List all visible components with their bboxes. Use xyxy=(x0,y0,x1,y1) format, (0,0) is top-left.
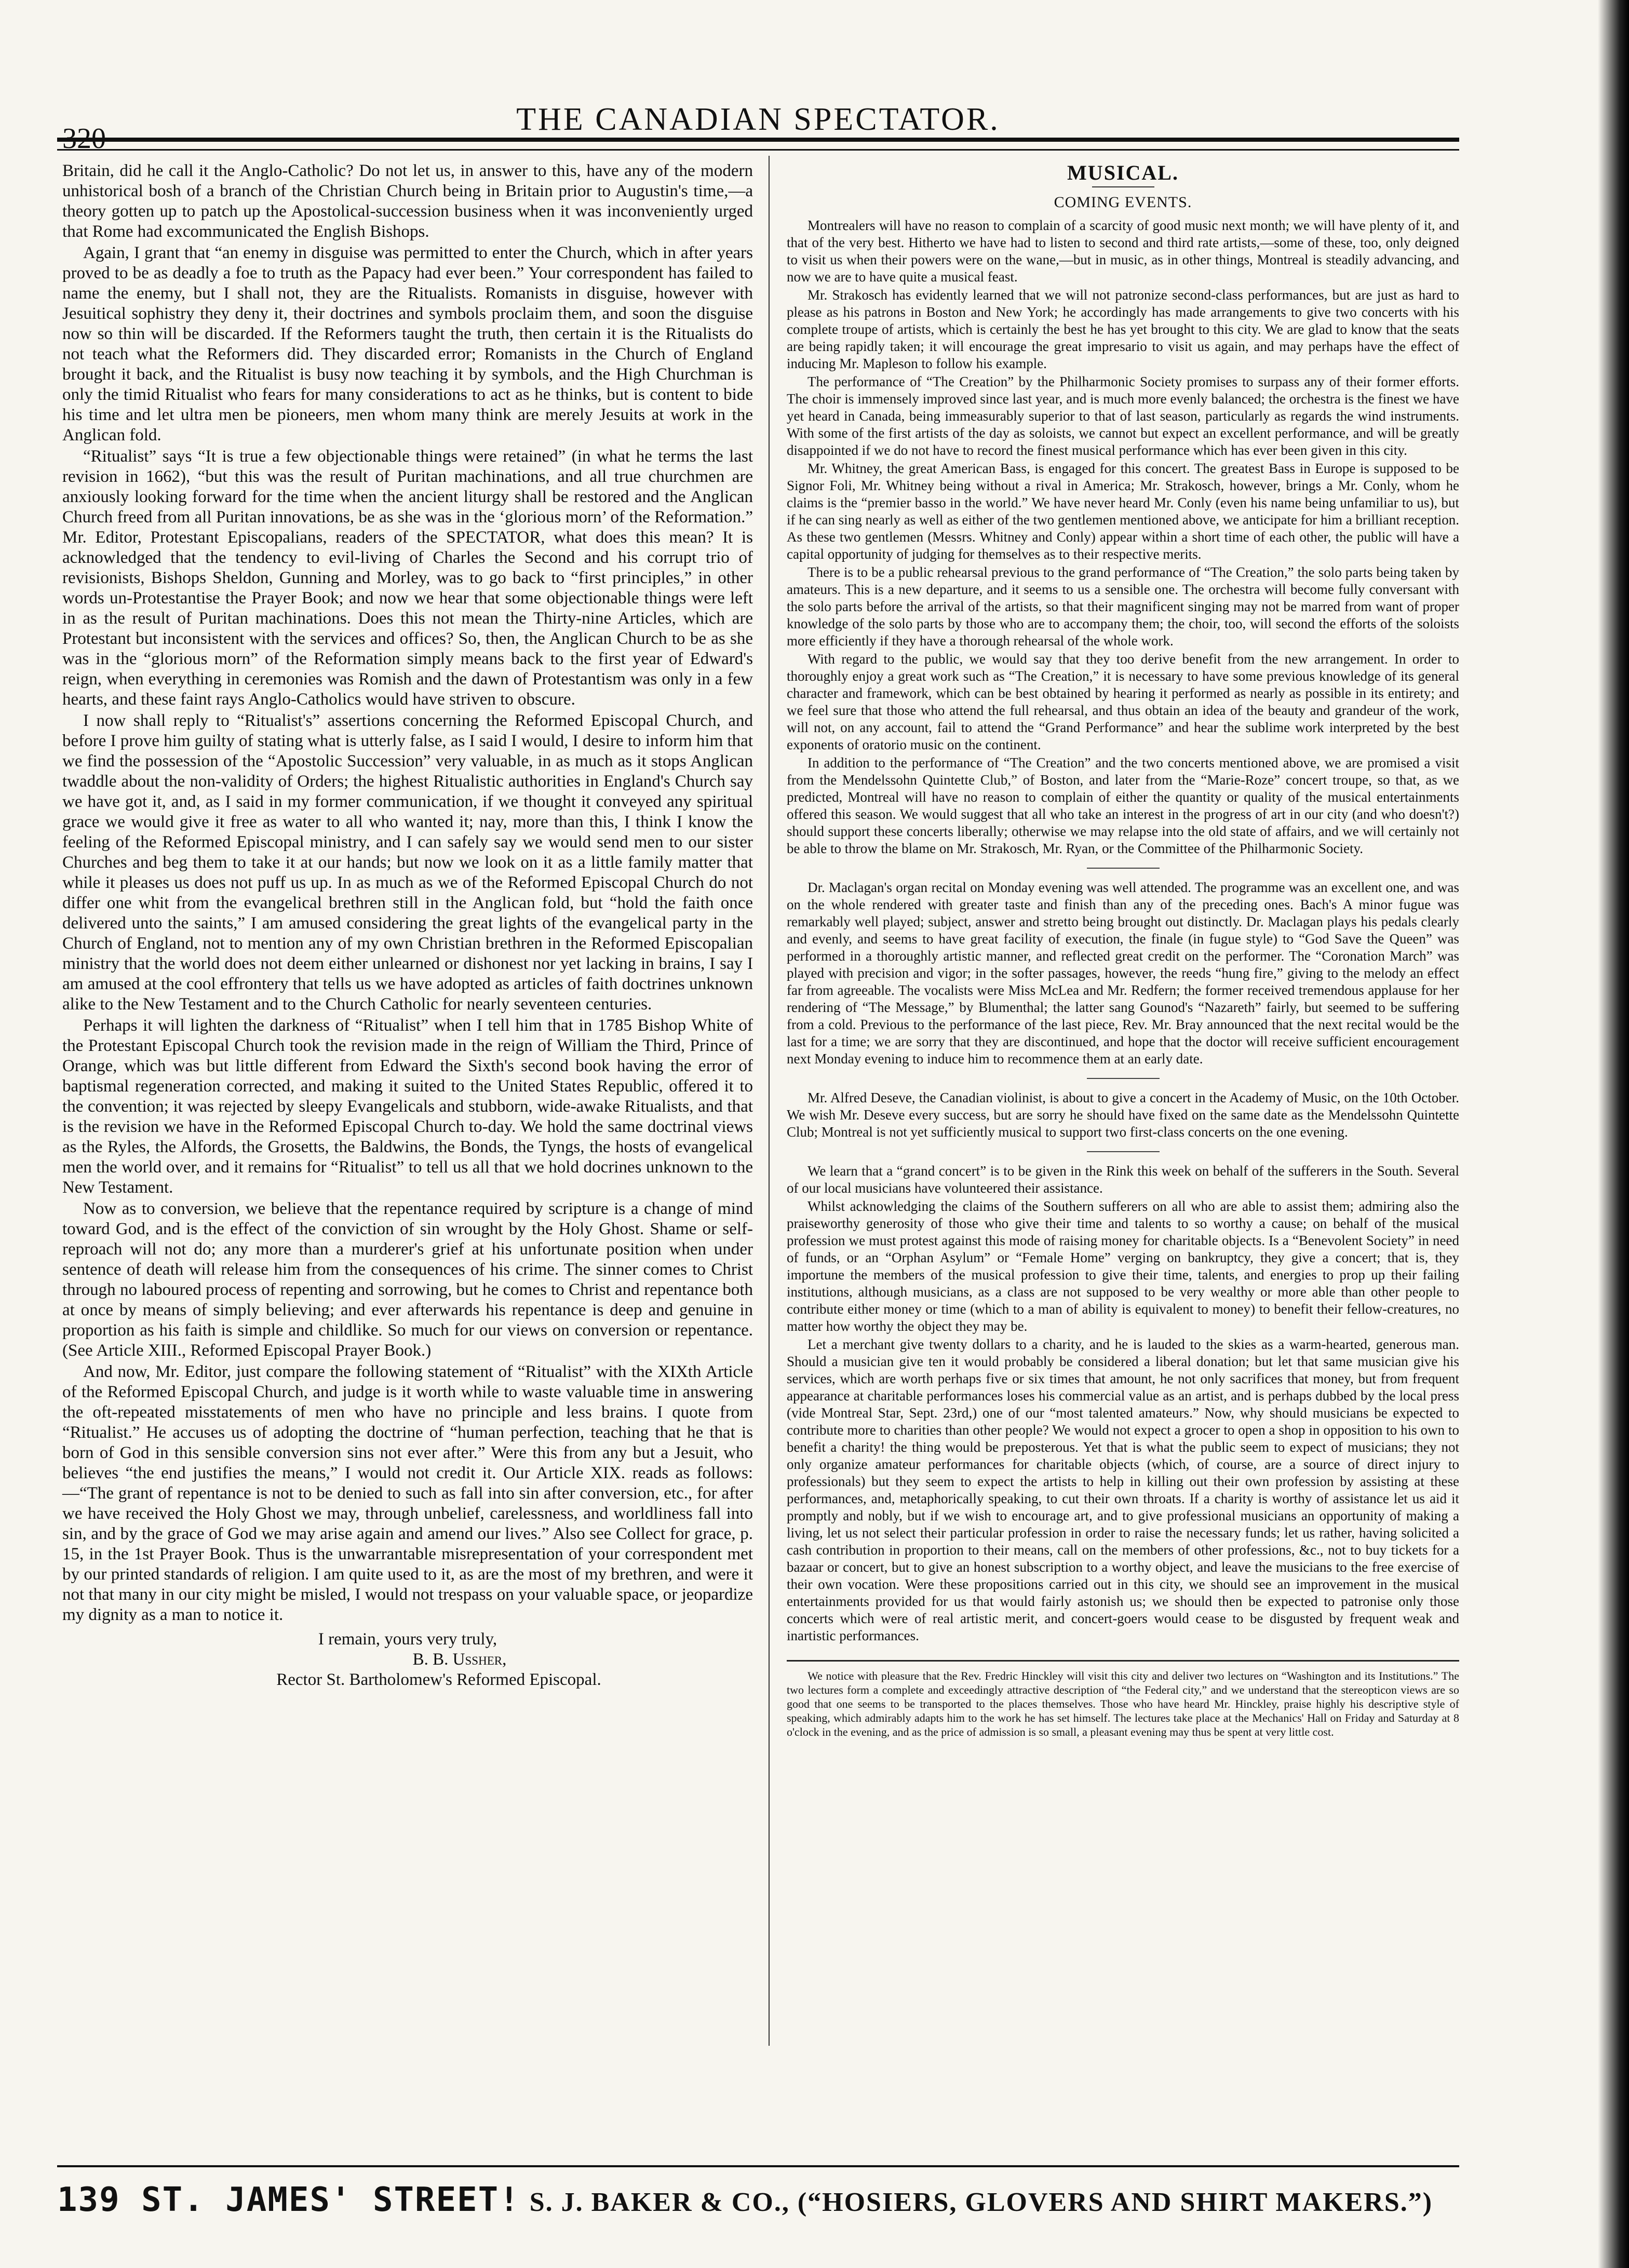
article-paragraph: The performance of “The Creation” by the Philharmonic Society promises to surpass any of their former efforts. The choir is immensely improved since last year, and is much more evenly balanced; the orchestra is the finest we have yet heard in Canada, being immeasurably superior to that of last season, particularly as regards the wind instruments. With some of the first artists of the day as soloists, we cannot but expect an excellent performance, and will be greatly disappointed if we do not have to record the finest musical performance which has ever been given in this city. xyxy=(787,374,1459,458)
article-paragraph: Mr. Whitney, the great American Bass, is engaged for this concert. The greatest Bass in Europe is supposed to be Signor Foli, Mr. Whitney being without a rival in America; Mr. Strakosch, however, brings a Mr. Conly, whom he claims is the “premier basso in the world.” We have never heard Mr. Conly (even his name being unfamiliar to us), but if he can sing nearly as well as either of the two gentlemen mentioned above, we anticipate for him a brilliant reception. As these two gentlemen (Messrs. Whitney and Conly) appear within a short time of each other, the public will have a capital opportunity of judging for themselves as to their respective merits. xyxy=(787,461,1459,562)
letter-paragraph: “Ritualist” says “It is true a few objectionable things were retained” (in what he terms the last revision in 1662), “but this was the result of Puritan machinations, and all true churchmen are anxiously looking forward for the time when the ancient liturgy shall be restored and the Anglican Church freed from all Puritan innovations, be as she was in the ‘glorious morn’ of the Reformation.” Mr. Editor, Protestant Episcopalians, readers of the SPECTATOR, what does this mean? It is acknowledged that the tendency to evil-living of Charles the Second and his corrupt trio of revisionists, Bishops Sheldon, Gunning and Morley, was to go back to “first principles,” in other words un-Protestantise the Prayer Book; and now we hear that some objectionable things were left in as the result of Puritan machinations. Does this not mean the Thirty-nine Articles, which are Protestant but inconsistent with the services and offices? So, then, the Anglican Church to be as she was in the “glorious morn” of the Reformation simply means back to the first year of Edward's reign, when everything in ceremonies was Romish and the dawn of Protestantism was only in a few hearts, and these faint rays Anglo-Catholics would have striven to obscure. xyxy=(62,447,753,709)
advertisement-footer xyxy=(57,2181,1459,2228)
title-rule xyxy=(1092,186,1154,187)
notice-text: We notice with pleasure that the Rev. Fredric Hinckley will visit this city and deliver two lectures on “Washington and its Institutions.” The two lectures form a complete and exceedingly attractive description of “the Federal city,” and we understand that the stereopticon views are so good that one seems to be transported to the places themselves. Those who have heard Mr. Hinckley, praise highly his descriptive style of speaking, which admirably adapts him to the work he has set himself. The lectures take place at the Mechanics' Hall on Friday and Saturday at 8 o'clock in the evening, and as the price of admission is so small, a pleasant evening may thus be spent at very little cost. xyxy=(787,1669,1459,1738)
footer-rule xyxy=(57,2165,1459,2167)
ad-firm: S. J. BAKER & CO., (“HOSIERS, GLOVERS AND SHIRT MAKERS.”) xyxy=(529,2188,1433,2217)
page-edge-shadow xyxy=(1598,0,1629,2268)
section-title: MUSICAL. xyxy=(1067,161,1179,184)
article-paragraph: We learn that a “grand concert” is to be given in the Rink this week on behalf of the sufferers in the South. Several of our local musicians have volunteered their assistance. xyxy=(787,1163,1459,1196)
article-paragraph: Montrealers will have no reason to complain of a scarcity of good music next month; we will have plenty of it, and that of the very best. Hitherto we have had to listen to second and third rate artists,—some of these, too, only deigned to visit us when their powers were on the wane,—but in music, as in other things, Montreal is steadily advancing, and now we are to have quite a musical feast. xyxy=(787,218,1459,285)
section-separator xyxy=(1087,868,1160,869)
musical-column xyxy=(787,161,1459,1740)
article-paragraph: In addition to the performance of “The Creation” and the two concerts mentioned above, we are promised a visit from the Mendelssohn Quintette Club,” of Boston, and later from the “Marie-Roze” concert troupe, so that, as we predicted, Montreal will have no reason to complain of either the quantity or quality of the musical entertainments offered this season. We would suggest that all who take an interest in the progress of art in our city (and who doesn't?) should support these concerts liberally; otherwise we may relapse into the old state of affairs, and we will certainly not be able to throw the blame on Mr. Strakosch, Mr. Ryan, or the Committee of the Philharmonic Society. xyxy=(787,755,1459,856)
letter-author-title: Rector St. Bartholomew's Reformed Episcopal. xyxy=(276,1670,601,1689)
section-separator xyxy=(1087,1078,1160,1079)
letter-paragraph: Perhaps it will lighten the darkness of “Ritualist” when I tell him that in 1785 Bishop White of the Protestant Episcopal Church took the revision made in the reign of William the Third, Prince of Orange, which was but little different from Edward the Sixth's second book having the error of baptismal regeneration corrected, and making it suited to the United States Republic, offered it to the convention; it was rejected by sleepy Evangelicals and stubborn, wide-awake Ritualists, and that is the revision we have in the Reformed Episcopal Church to-day. We hold the same doctrinal views as the Ryles, the Alfords, the Grosetts, the Baldwins, the Bonds, the Tyngs, the hosts of evangelical men the world over, and it remains for “Ritualist” to tell us all that we hold docrines unknown to the New Testament. xyxy=(62,1016,753,1197)
page-number: 320 xyxy=(62,123,106,155)
article-paragraph: Mr. Alfred Deseve, the Canadian violinist, is about to give a concert in the Academy of Music, on the 10th October. We wish Mr. Deseve every success, but are sorry he should have fixed on the same date as the Mendelssohn Quintette Club; Montreal is not yet sufficiently musical to support two first-class concerts on the one evening. xyxy=(787,1090,1459,1140)
lecture-notice xyxy=(787,1660,1459,1739)
article-paragraph: Let a merchant give twenty dollars to a charity, and he is lauded to the skies as a warm-hearted, generous man. Should a musician give ten it would probably be considered a liberal donation; but let that same musician give his services, which are worth perhaps five or six times that amount, he not only sacrifices that money, but from frequent appearance at charitable performances loses his commercial value as an artist, and is perhaps dubbed by the local press (vide Montreal Star, Sept. 23rd,) one of our “most talented amateurs.” Now, why should musicians be expected to contribute more to charities than other people? We would not expect a grocer to open a shop in opposition to his own to benefit a charity! the thing would be preposterous. Yet that is what the public seem to expect of musicians; they not only organize amateur performances for charitable objects (which, of course, are a source of direct injury to professionals) but they seem to expect the artists to help in killing out their own profession by assisting at these performances, and, metaphorically speaking, to cut their own throats. If a charity is worthy of assistance let us aid it promptly and nobly, but if we wish to encourage art, and to give professional musicians an opportunity of making a living, let us not select their particular profession in order to raise the necessary funds; let us rather, having solicited a cash contribution in proportion to their means, call on the members of other professions, &c., not to buy tickets for a bazaar or concert, but to give an honest subscription to a worthy object, and leave the musicians to the free exercise of their own vocation. Were these propositions carried out in this city, we should see an improvement in the musical entertainments provided for us that would fairly astonish us; we should then be expected to patronise only those concerts which were of real artistic merit, and concert-goers would cease to be disgusted by frequent weak and inartistic performances. xyxy=(787,1336,1459,1643)
letter-paragraph: Again, I grant that “an enemy in disguise was permitted to enter the Church, which in after years proved to be as deadly a foe to truth as the Papacy had ever been.” Your correspondent has failed to name the enemy, but I shall not, they are the Ritualists. Romanists in disguise, however with Jesuitical sophistry they deny it, their doctrines and symbols proclaim them, and soon the disguise now so thin will be discarded. If the Reformers taught the truth, then certain it is the Ritualists do not teach what the Reformers did. They discarded error; Romanists in the Church of England brought it back, and the Ritualist is busy now teaching it by symbols, and the High Churchman is only the timid Ritualist who fears for many considerations to act as he thinks, but is content to bide his time and let ultra men be pioneers, men whom many think are merely Jesuits at work in the Anglican fold. xyxy=(62,244,753,444)
article-paragraph: Whilst acknowledging the claims of the Southern sufferers on all who are able to assist them; admiring also the praiseworthy generosity of those who give their time and talents to so worthy a cause; on behalf of the musical profession we must protest against this mode of raising money for charitable objects. Is a “Benevolent Society” in need of funds, or an “Orphan Asylum” or “Female Home” verging on bankruptcy, they give a concert; that is, they importune the members of the musical profession to give their time, talents, and energies to prop up their failing institutions, although musicians, as a class are not supposed to be very wealthy or more able than other people to contribute either money or time (which to a man of ability is equivalent to money) to benefit their fellow-creatures, no matter how worthy the object they may be. xyxy=(787,1198,1459,1334)
letter-column xyxy=(62,161,753,1690)
letter-paragraph: And now, Mr. Editor, just compare the following statement of “Ritualist” with the XIXth Article of the Reformed Episcopal Church, and judge is it worth while to waste valuable time in answering the oft-repeated misstatements of men who have no principle and less brains. I quote from “Ritualist.” He accuses us of adopting the doctrine of “human perfection, teaching that he that is born of God in this sensible conversion sins not ever after.” Were this from any but a Jesuit, who believes “the end justifies the means,” I would not credit it. Our Article XIX. reads as follows:—“The grant of repentance is not to be denied to such as fall into sin after conversion, etc., for after we have received the Holy Ghost we may, through unbelief, carelessness, and worldliness fall into sin, and by the grace of God we may arise again and amend our lives.” Also see Collect for grace, p. 15, in the 1st Prayer Book. Thus is the unwarrantable misrepresentation of your correspondent met by our printed standards of religion. I am quite used to it, as are the most of my brethren, and were it not that many in our city might be misled, I would not trespass on your valuable space, or jeopardize my dignity as a man to notice it. xyxy=(62,1362,753,1624)
article-paragraph: Mr. Strakosch has evidently learned that we will not patronize second-class performances, but are just as hard to please as his patrons in Boston and New York; he accordingly has made arrangements to give two concerts with his complete troupe of artists, which is certainly the best he has yet brought to this city. We are glad to know that the seats are being rapidly taken; it will encourage the great impresario to visit us again, and may perhaps have the effect of inducing Mr. Mapleson to follow his example. xyxy=(787,287,1459,371)
letter-paragraph: Now as to conversion, we believe that the repentance required by scripture is a change of mind toward God, and is the effect of the conviction of sin wrought by the Holy Ghost. Shame or self-reproach will not do; any more than a murderer's grief at his unfortunate position when under sentence of death will release him from the consequences of his crime. The sinner comes to Christ through no laboured process of repenting and sorrowing, but he comes to Christ and repentance both at once by means of simply believing; and ever afterwards his repentance is deep and genuine in proportion as his faith is simple and childlike. So much for our views on conversion or repentance. (See Article XIII., Reformed Episcopal Prayer Book.) xyxy=(62,1199,753,1360)
section-separator xyxy=(1087,1151,1160,1152)
article-paragraph: With regard to the public, we would say that they too derive benefit from the new arrangement. In order to thoroughly enjoy a great work such as “The Creation,” it is necessary to have some previous knowledge of its general character and framework, which can be best obtained by hearing it performed as nearly as possible in its entirety; and we feel sure that those who attend the full rehearsal, and thus obtain an idea of the beauty and grandeur of the work, will not, on any account, fail to attend the “Grand Performance” and hear the sublime work interpreted by the best exponents of oratorio music on the continent. xyxy=(787,651,1459,752)
letter-paragraph: Britain, did he call it the Anglo-Catholic? Do not let us, in answer to this, have any of the modern unhistorical bosh of a branch of the Christian Church being in Britain prior to Augustin's time,—a theory gotten up to patch up the Apostolical-succession business when it was inconveniently urged that Rome had excommunicated the English Bishops. xyxy=(62,161,753,241)
article-paragraph: Dr. Maclagan's organ recital on Monday evening was well attended. The programme was an excellent one, and was on the whole rendered with greater taste and finish than any of the preceding ones. Bach's A minor fugue was remarkably well played; subject, answer and stretto being brought out distinctly. Dr. Maclagan plays his pedals clearly and evenly, and seems to have great facility of execution, the finale (in fugue style) to “God Save the Queen” was performed in a thoroughly artistic manner, and reflected great credit on the performer. The “Coronation March” was played with precision and vigor; in the softer passages, however, the reeds “hung fire,” giving to the melody an effect far from agreeable. The vocalists were Miss McLea and Mr. Redfern; the former received tremendous applause for her rendering of “The Message,” by Blumenthal; the latter sang Gounod's “Nazareth” fairly, but seemed to be suffering from a cold. Previous to the performance of the last piece, Rev. Mr. Bray announced that the next recital would be the last for a time; we are sorry that they are discontinued, and hope that the doctor will receive sufficient encouragement next Monday evening to induce him to recommence them at an early date. xyxy=(787,880,1459,1066)
article-paragraph: There is to be a public rehearsal previous to the grand performance of “The Creation,” the solo parts being taken by amateurs. This is a new departure, and it seems to us a sensible one. The orchestra will become fully conversant with the solo parts before the arrival of the artists, so that their magnificent singing may not be marred from want of proper knowledge of the solo parts by those who are to accompany them; the choir, too, will second the efforts of the soloists more efficiently if they have a thorough rehearsal of the whole work. xyxy=(787,564,1459,649)
section-subtitle: COMING EVENTS. xyxy=(1054,194,1192,211)
publication-title: THE CANADIAN SPECTATOR. xyxy=(516,102,1000,137)
column-divider xyxy=(769,156,770,2046)
ad-address: 139 ST. JAMES' STREET! xyxy=(57,2181,520,2219)
letter-signoff: I remain, yours very truly, xyxy=(318,1630,497,1649)
header-rule xyxy=(57,138,1459,151)
letter-paragraph: I now shall reply to “Ritualist's” assertions concerning the Reformed Episcopal Church, and before I prove him guilty of stating what is utterly false, as I said I would, I desire to inform him that we find the possession of the “Apostolic Succession” very valuable, in as much as it stops Anglican twaddle about the non-validity of Orders; the highest Ritualistic authorities in England's Church say we have got it, and, as I said in my former communication, if we thought it conveyed any spiritual grace we would give it free as water to all who wanted it; nay, more than this, I think I know the feeling of the Reformed Episcopal ministry, and I can safely say we would send men to our sister Churches and beg them to take it at our hands; but now we look on it as a little family matter that while it pleases us does not puff us up. In as much as we of the Reformed Episcopal Church do not differ one whit from the evangelical brethren still in the Anglican fold, but “hold the faith once delivered unto the saints,” I am amused considering the great lights of the evangelical party in the Church of England, not to mention any of my own Christian brethren in the Reformed Episcopalian ministry that the world does not deem either unlearned or dishonest nor yet lacking in brains, I say I am amused at the cool effrontery that tells us we have adopted as articles of faith doctrines unknown alike to the New Testament and to the Church Catholic for nearly seventeen centuries. xyxy=(62,711,753,1014)
letter-signature: B. B. Ussher, xyxy=(412,1650,507,1669)
